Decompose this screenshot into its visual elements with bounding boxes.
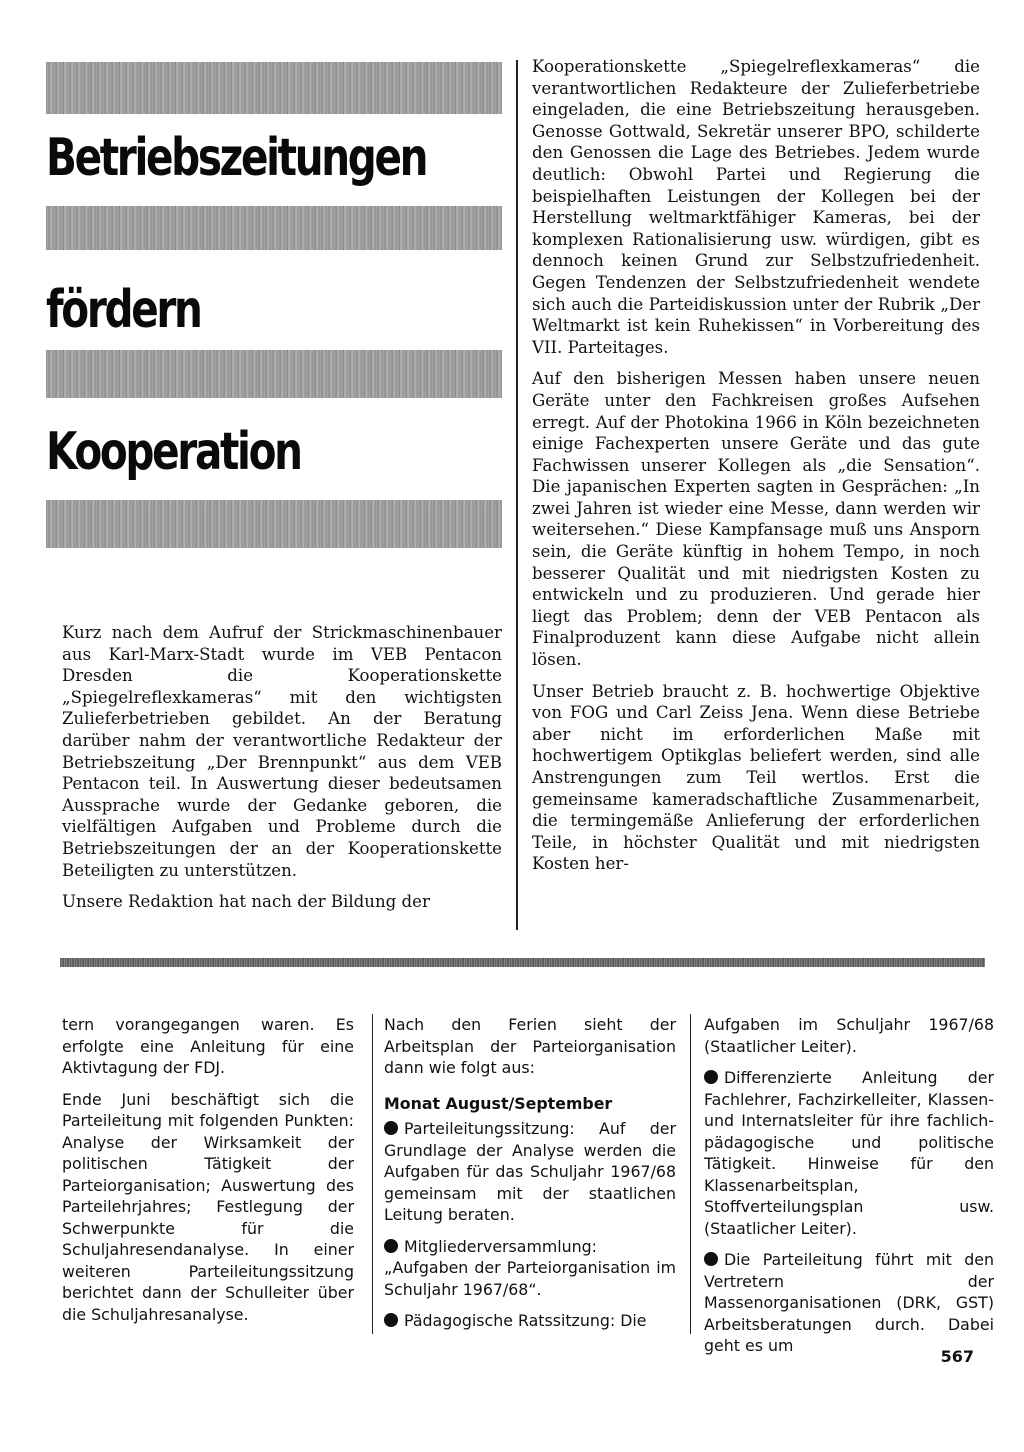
article-paragraph: Kooperationskette „Spiegelreflexkameras“ die verantwortlichen Redakteure der Zulieferbetriebe eingeladen, die eine Betriebszeitung herausgeben. Genosse Gottwald, Sekretär unserer BPO, schilderte den Genossen die Lage des Betriebes. Jedem wurde deutlich: Obwohl Partei und Regierung die beispielhaften Leistungen der Kollegen bei der Herstellung weltmarktfähiger Kameras, bei der komplexen Rationalisierung usw. würdigen, gibt es dennoch keinen Grund zur Selbstzufriedenheit. Gegen Tendenzen der Selbstzufriedenheit wendete sich auch die Parteidiskussion unter der Rubrik „Der Weltmarkt ist kein Ruhekissen“ in Vorbereitung des VII. Parteitages. <box>532 57 980 357</box>
headline-line-3: Kooperation <box>46 422 301 482</box>
bullet-item: Mitgliederversammlung: „Aufgaben der Parteiorganisation im Schuljahr 1967/68“. <box>384 1236 676 1299</box>
section-subheading: Monat August/September <box>384 1093 613 1113</box>
article-paragraph: Unsere Redaktion hat nach der Bildung der <box>62 892 430 912</box>
bottom-column-1 <box>62 1014 354 1335</box>
bullet-item: Parteileitungssitzung: Auf der Grundlage der Analyse werden die Aufgaben für das Schuljahr 1967/68 gemeinsam mit der staatlichen Leitung beraten. <box>384 1119 676 1224</box>
article-paragraph: Unser Betrieb braucht z. B. hochwertige Objektive von FOG und Carl Zeiss Jena. Wenn diese Betriebe aber nicht im erforderlichen Maße mit hochwertigem Optikglas beliefert werden, sind alle Anstrengungen zum Teil wertlos. Erst die gemeinsame kameradschaftliche Zusammenarbeit, die termingemäße Anlieferung der erforderlichen Teile, in höchster Qualität und mit niedrigsten Kosten her- <box>532 681 980 874</box>
decorative-gray-bar-2 <box>46 206 502 250</box>
bullet-item: Differenzierte Anleitung der Fachlehrer, Fachzirkelleiter, Klassen- und Internatsleiter für ihre fachlich-pädagogische und politische Tätigkeit. Hinweise für den Klassenarbeitsplan, Stoffverteilungsplan usw. (Staatlicher Leiter). <box>704 1068 994 1238</box>
article-paragraph: tern vorangegangen waren. Es erfolgte eine Anleitung für eine Aktivtagung der FDJ. <box>62 1015 354 1077</box>
bullet-dot-icon <box>384 1121 398 1135</box>
decorative-gray-bar-1 <box>46 62 502 114</box>
article-paragraph: Aufgaben im Schuljahr 1967/68 (Staatlicher Leiter). <box>704 1015 994 1056</box>
section-divider <box>60 958 985 967</box>
column-divider <box>690 1014 691 1334</box>
decorative-gray-bar-4 <box>46 500 502 548</box>
article-right-column <box>532 56 980 885</box>
decorative-gray-bar-3 <box>46 350 502 398</box>
bullet-dot-icon <box>704 1070 718 1084</box>
column-divider <box>372 1014 373 1334</box>
headline-line-2: fördern <box>46 280 201 340</box>
bottom-column-2 <box>384 1014 676 1342</box>
headline-line-1: Betriebszeitungen <box>46 128 427 188</box>
article-paragraph: Auf den bisherigen Messen haben unsere neuen Geräte unter den Fachkreisen großes Aufsehen erregt. Auf der Photokina 1966 in Köln bezeichneten einige Fachexperten unsere Geräte und das gute Fachwissen unserer Kollegen als „die Sensation“. Die japanischen Experten sagten in Gesprächen: „In zwei Jahren ist wieder eine Messe, dann werden wir weitersehen.“ Diese Kampfansage muß uns Ansporn sein, die Geräte künftig in hohem Tempo, in noch besserer Qualität und mit niedrigsten Kosten zu entwickeln und zu produzieren. Und gerade hier liegt das Problem; denn der VEB Pentacon als Finalproduzent kann diese Aufgabe nicht allein lösen. <box>532 369 980 670</box>
bottom-column-3 <box>704 1014 994 1367</box>
bullet-item: Pädagogische Ratssitzung: Die <box>384 1310 676 1332</box>
bullet-item: Die Parteileitung führt mit den Vertretern der Massenorganisationen (DRK, GST) Arbeitsberatungen durch. Dabei geht es um <box>704 1250 994 1355</box>
article-paragraph: Ende Juni beschäftigt sich die Parteileitung mit folgenden Punkten: Analyse der Wirksamkeit der politischen Tätigkeit der Parteiorganisation; Auswertung des Parteilehrjahres; Festlegung der Schwerpunkte für die Schuljahresendanalyse. In einer weiteren Parteileitungssitzung berichtet dann der Schulleiter über die Schuljahresanalyse. <box>62 1089 354 1324</box>
bullet-dot-icon <box>704 1252 718 1266</box>
column-divider <box>516 60 518 930</box>
article-paragraph: Kurz nach dem Aufruf der Strickmaschinenbauer aus Karl-Marx-Stadt wurde im VEB Pentacon Dresden die Kooperationskette „Spiegelreflexkameras“ mit den wichtigsten Zulieferbetrieben gebildet. An der Beratung darüber nahm der verantwortliche Redakteur der Betriebszeitung „Der Brennpunkt“ aus dem VEB Pentacon teil. In Auswertung dieser bedeutsamen Aussprache wurde der Gedanke geboren, die vielfältigen Aufgaben und Probleme durch die Betriebszeitungen der an der Kooperationskette Beteiligten zu unterstützen. <box>62 623 502 880</box>
bullet-dot-icon <box>384 1313 398 1327</box>
article-paragraph: Nach den Ferien sieht der Arbeitsplan der Parteiorganisation dann wie folgt aus: <box>384 1015 676 1077</box>
page-number: 567 <box>940 1347 974 1366</box>
article-left-column <box>62 622 502 923</box>
bullet-dot-icon <box>384 1239 398 1253</box>
